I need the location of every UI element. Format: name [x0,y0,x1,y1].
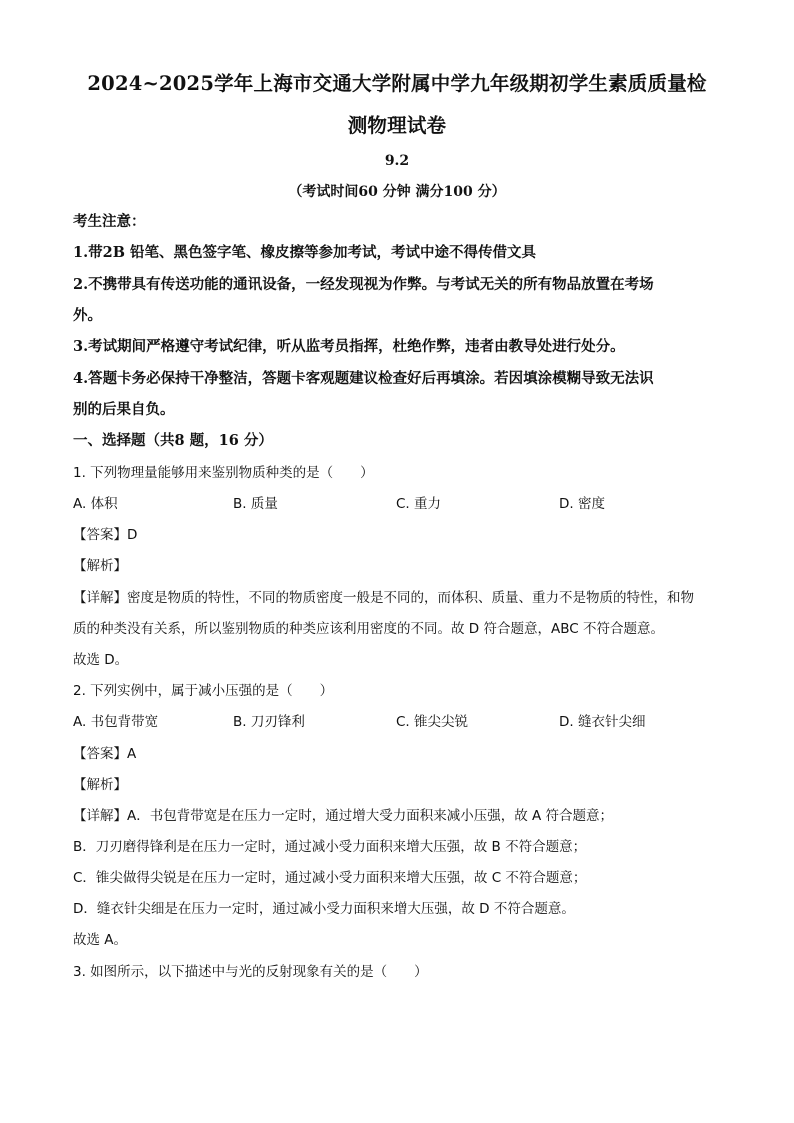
notice-item-4-line2: 别的后果自负。 [73,401,175,418]
notice-item-2-line1: 2.不携带具有传送功能的通讯设备，一经发现视为作弊。与考试无关的所有物品放置在考场 [73,276,654,293]
question-2-detail-a: 【详解】A．书包背带宽是在压力一定时，通过增大受力面积来减小压强，故 A 符合题意； [73,808,614,824]
question-2-options [73,713,723,731]
notice-item-1: 1.带2B 铅笔、黑色签字笔、橡皮擦等参加考试，考试中途不得传借文具 [73,244,537,261]
exam-title-line1: 2024~2025学年上海市交通大学附属中学九年级期初学生素质质量检 [87,72,707,95]
question-2-stem: 2. 下列实例中，属于减小压强的是（ ） [73,683,334,699]
section-heading: 一、选择题（共8 题，16 分） [73,432,273,449]
question-2-detail-b: B．刀刃磨得锋利是在压力一定时，通过减小受力面积来增大压强，故 B 不符合题意； [73,839,587,855]
question-1-answer: 【答案】D [73,527,138,543]
question-1-detail-line2: 质的种类没有关系，所以鉴别物质的种类应该利用密度的不同。故 D 符合题意，ABC 不符合题意。 [73,621,664,637]
option-a: A. 书包背带宽 [73,714,159,730]
option-b: B. 质量 [233,496,278,512]
option-c: C. 重力 [396,496,442,512]
notice-item-4-line1: 4.答题卡务必保持干净整洁，答题卡客观题建议检查好后再填涂。若因填涂模糊导致无法识 [73,370,654,387]
exam-info: （考试时间60 分钟 满分100 分） [288,184,506,200]
option-c: C. 锥尖尖锐 [396,714,469,730]
question-1-analysis: 【解析】 [73,558,127,574]
option-d: D. 密度 [559,496,605,512]
exam-title-line2: 测物理试卷 [347,114,447,137]
question-2-answer: 【答案】A [73,746,137,762]
notice-heading: 考生注意： [73,213,146,230]
question-1-options [73,495,723,513]
notice-item-2-line2: 外。 [73,307,102,324]
exam-date: 9.2 [384,153,410,169]
question-2-conclusion: 故选 A。 [73,932,128,948]
option-d: D. 缝衣针尖细 [559,714,646,730]
notice-item-3: 3.考试期间严格遵守考试纪律，听从监考员指挥，杜绝作弊，违者由教导处进行处分。 [73,338,625,355]
question-1-conclusion: 故选 D。 [73,652,129,668]
question-3-stem: 3. 如图所示，以下描述中与光的反射现象有关的是（ ） [73,964,428,980]
option-b: B. 刀刃锋利 [233,714,305,730]
question-1-stem: 1. 下列物理量能够用来鉴别物质种类的是（ ） [73,465,374,481]
question-1-detail-line1: 【详解】密度是物质的特性，不同的物质密度一般是不同的，而体积、质量、重力不是物质的特性，和物 [73,590,694,606]
question-2-detail-d: D．缝衣针尖细是在压力一定时，通过减小受力面积来增大压强，故 D 不符合题意。 [73,901,575,917]
question-2-detail-c: C．锥尖做得尖锐是在压力一定时，通过减小受力面积来增大压强，故 C 不符合题意； [73,870,587,886]
question-2-analysis: 【解析】 [73,777,127,793]
option-a: A. 体积 [73,496,118,512]
